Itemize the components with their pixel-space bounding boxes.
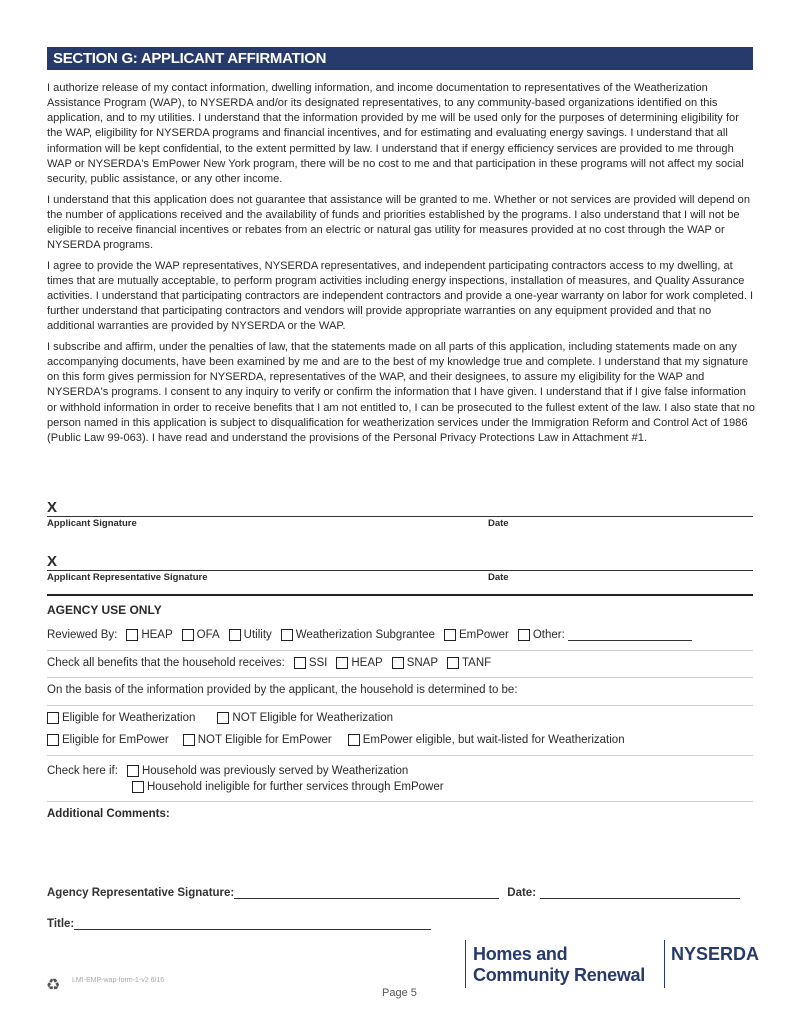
benefits-row bbox=[47, 657, 491, 669]
check-here-label: Check here if: bbox=[47, 765, 118, 777]
divider bbox=[47, 594, 753, 596]
agency-date-label: Date: bbox=[507, 887, 537, 899]
divider bbox=[47, 650, 753, 651]
option-label: HEAP bbox=[351, 657, 383, 669]
title-line[interactable] bbox=[74, 918, 431, 930]
date-label: Date bbox=[488, 518, 509, 529]
applicant-signature-label: Applicant Signature bbox=[47, 518, 137, 529]
date-label: Date bbox=[488, 572, 509, 583]
logo-divider bbox=[465, 940, 466, 988]
option-label: EmPower bbox=[458, 629, 509, 641]
option-label: NOT Eligible for Weatherization bbox=[232, 712, 394, 724]
option-label: SNAP bbox=[406, 657, 439, 669]
checkbox-not-eligible-weatherization[interactable] bbox=[217, 712, 229, 724]
determination-text: On the basis of the information provided by the applicant, the household is determined to be: bbox=[47, 684, 518, 696]
representative-signature-line[interactable] bbox=[47, 570, 753, 571]
checkbox-not-eligible-empower[interactable] bbox=[183, 734, 195, 746]
hcr-logo bbox=[473, 944, 645, 986]
checkbox-previously-served[interactable] bbox=[127, 765, 139, 777]
divider bbox=[47, 801, 753, 802]
option-label: SSI bbox=[308, 657, 328, 669]
checkbox-ofa[interactable] bbox=[182, 629, 194, 641]
applicant-signature-line[interactable] bbox=[47, 516, 753, 517]
additional-comments-field[interactable] bbox=[47, 826, 753, 876]
affirmation-text bbox=[47, 81, 755, 452]
additional-comments-label: Additional Comments: bbox=[47, 808, 170, 820]
page-number: Page 5 bbox=[382, 987, 417, 999]
agency-signature-label: Agency Representative Signature: bbox=[47, 887, 235, 899]
checkbox-tanf[interactable] bbox=[447, 657, 459, 669]
checkbox-empower[interactable] bbox=[444, 629, 456, 641]
option-label: HEAP bbox=[141, 629, 173, 641]
checkbox-eligible-weatherization[interactable] bbox=[47, 712, 59, 724]
checkbox-ssi[interactable] bbox=[294, 657, 306, 669]
nyserda-logo: NYSERDA bbox=[671, 944, 760, 964]
paragraph: I understand that this application does not guarantee that assistance will be granted to me. Whether or not services are provided will depend on the number of applications received and the availability of funds and priorities established by the programs. I also understand that I will not be eligible to receive financial incentives or rebates from an electric or natural gas utility for measures provided at no cost through the WAP or NYSERDA programs. bbox=[47, 193, 751, 252]
agency-signature-line[interactable] bbox=[234, 887, 499, 899]
hcr-logo-line: Homes and bbox=[473, 944, 568, 964]
option-label: Weatherization Subgrantee bbox=[295, 629, 435, 641]
agency-date-line[interactable] bbox=[540, 887, 740, 899]
benefits-label: Check all benefits that the household receives: bbox=[47, 657, 285, 669]
hcr-logo-line: Community Renewal bbox=[473, 965, 645, 985]
agency-use-title: AGENCY USE ONLY bbox=[47, 603, 162, 617]
paragraph: I authorize release of my contact information, dwelling information, and income documentation to representatives of the Weatherization Assistance Program (WAP), to NYSERDA and/or its designated representatives, to any community-based organizations identified on this application, and to my utilities. I understand that the information provided by me will be used only for the purposes of determining eligibility for the WAP, eligibility for NYSERDA programs and financial incentives, and for estimating and evaluating energy savings. I understand that all information will be kept confidential, to the extent permitted by law. I understand that if energy efficiency services are provided to me through WAP or NYSERDA's EmPower New York program, there will be no cost to me and that participation in these programs will not affect my social security, public assistance, or any other income. bbox=[47, 82, 744, 185]
option-label: Utility bbox=[243, 629, 272, 641]
title-label: Title: bbox=[47, 918, 75, 930]
recycle-icon: ♻ bbox=[46, 977, 61, 994]
option-label: Eligible for EmPower bbox=[62, 734, 169, 746]
other-input[interactable] bbox=[568, 629, 692, 641]
reviewed-by-label: Reviewed By: bbox=[47, 629, 118, 641]
paragraph: I subscribe and affirm, under the penalties of law, that the statements made on all parts of this application, including statements made on any accompanying documents, have been examined by me and are to the best of my knowledge true and complete. I understand that my signature on this form gives permission for NYSERDA, representatives of the WAP, and their designees, to assure my eligibility for the WAP and NYSERDA's programs. I consent to any inquiry to verify or confirm the information that I have given. I understand that if I give false information or withhold information in order to receive benefits that I am not entitled to, I can be prosecuted to the fullest extent of the law. I also state that no person named in this application is subject to disqualification for weatherization services under the Immigration Reform and Control Act of 1986 (Public Law 99-063). I have read and understand the provisions of the Personal Privacy Protections Law in Attachment #1. bbox=[47, 341, 755, 444]
representative-signature-label: Applicant Representative Signature bbox=[47, 572, 208, 583]
reviewed-by-row bbox=[47, 629, 692, 641]
section-header bbox=[47, 47, 753, 70]
checkbox-utility[interactable] bbox=[229, 629, 241, 641]
checkbox-heap[interactable] bbox=[126, 629, 138, 641]
paragraph: I agree to provide the WAP representatives, NYSERDA representatives, and independent participating contractors access to my dwelling, at times that are mutually acceptable, to perform program activities including energy inspections, installation of measures, and Quality Assurance activities. I understand that participating contractors are independent contractors and provide a one-year warranty on labor for work completed. I further understand that participating contractors and vendors will provide appropriate warranties on any equipment provided and that no additional warranties are provided by NYSERDA or the WAP. bbox=[47, 259, 754, 333]
divider bbox=[47, 705, 753, 706]
checkbox-other[interactable] bbox=[518, 629, 530, 641]
checkbox-ineligible-empower[interactable] bbox=[132, 781, 144, 793]
check-here-row-2 bbox=[132, 781, 444, 793]
title-row bbox=[47, 918, 431, 930]
determination-row-weatherization bbox=[47, 712, 393, 724]
option-label: NOT Eligible for EmPower bbox=[197, 734, 332, 746]
check-here-row bbox=[47, 765, 408, 777]
checkbox-weatherization-subgrantee[interactable] bbox=[281, 629, 293, 641]
option-label: Household was previously served by Weatherization bbox=[141, 765, 409, 777]
signature-x-mark: X bbox=[47, 553, 58, 570]
option-label: TANF bbox=[462, 657, 492, 669]
option-label: Other: bbox=[532, 629, 565, 641]
divider bbox=[47, 755, 753, 756]
checkbox-snap[interactable] bbox=[392, 657, 404, 669]
option-label: Eligible for Weatherization bbox=[62, 712, 196, 724]
form-code: LMI-EMP-wap-form-1-v2 6/16 bbox=[72, 977, 165, 984]
option-label: OFA bbox=[196, 629, 220, 641]
determination-row-empower bbox=[47, 734, 625, 746]
agency-signature-row bbox=[47, 887, 740, 899]
checkbox-empower-waitlisted[interactable] bbox=[348, 734, 360, 746]
section-title: SECTION G: APPLICANT AFFIRMATION bbox=[53, 50, 327, 67]
option-label: Household ineligible for further services through EmPower bbox=[147, 781, 444, 793]
signature-x-mark: X bbox=[47, 499, 58, 516]
logo-divider bbox=[664, 940, 665, 988]
checkbox-eligible-empower[interactable] bbox=[47, 734, 59, 746]
checkbox-heap-benefit[interactable] bbox=[336, 657, 348, 669]
option-label: EmPower eligible, but wait-listed for Weatherization bbox=[362, 734, 625, 746]
divider bbox=[47, 677, 753, 678]
